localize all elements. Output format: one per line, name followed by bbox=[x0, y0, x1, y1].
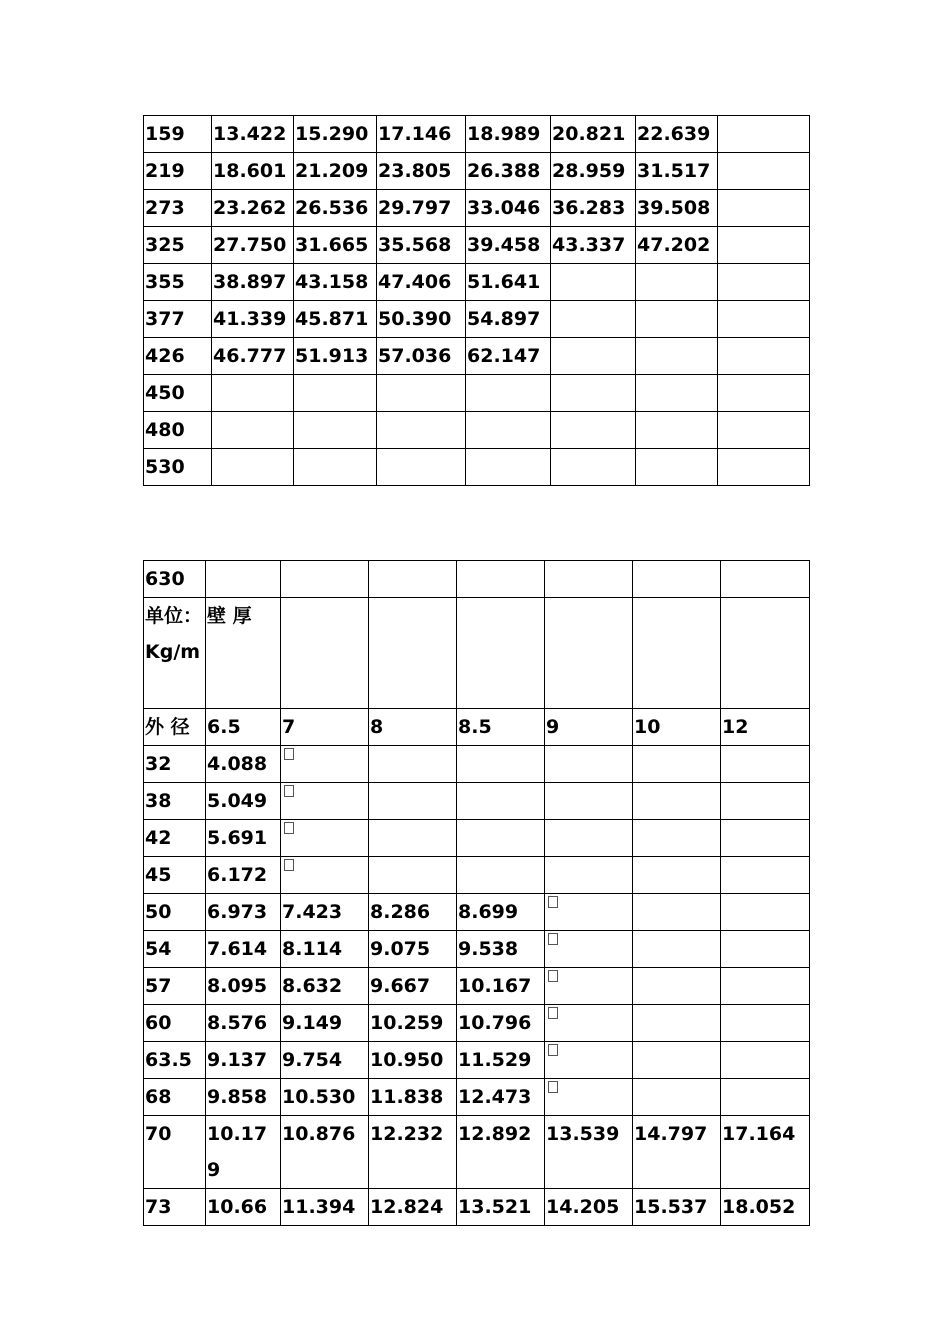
weight-cell bbox=[545, 931, 633, 968]
weight-cell: 17.164 bbox=[721, 1116, 810, 1189]
table-row bbox=[144, 931, 810, 968]
outer-diameter-cell: 42 bbox=[144, 820, 206, 857]
weight-cell bbox=[721, 968, 810, 1005]
table-cell bbox=[633, 598, 721, 709]
weight-cell bbox=[551, 449, 636, 486]
table-cell bbox=[369, 561, 457, 598]
weight-cell bbox=[721, 1079, 810, 1116]
outer-diameter-cell: 45 bbox=[144, 857, 206, 894]
table-row bbox=[144, 746, 810, 783]
weight-cell: 41.339 bbox=[212, 301, 294, 338]
outer-diameter-cell: 32 bbox=[144, 746, 206, 783]
weight-cell bbox=[721, 783, 810, 820]
table-row bbox=[144, 375, 810, 412]
outer-diameter-cell: 426 bbox=[144, 338, 212, 375]
weight-cell bbox=[369, 857, 457, 894]
weight-cell: 11.838 bbox=[369, 1079, 457, 1116]
weight-cell bbox=[457, 820, 545, 857]
weight-cell bbox=[294, 412, 377, 449]
weight-cell: 10.876 bbox=[281, 1116, 369, 1189]
unit-label: 单位：Kg/m bbox=[144, 598, 206, 709]
weight-cell: 20.821 bbox=[551, 116, 636, 153]
weight-cell: 54.897 bbox=[466, 301, 551, 338]
weight-cell bbox=[721, 1005, 810, 1042]
table-cell bbox=[206, 561, 281, 598]
weight-table-lower bbox=[143, 560, 810, 1226]
outer-diameter-cell: 480 bbox=[144, 412, 212, 449]
weight-cell: 18.601 bbox=[212, 153, 294, 190]
header-row bbox=[144, 709, 810, 746]
table-row bbox=[144, 412, 810, 449]
table-cell bbox=[369, 598, 457, 709]
weight-cell bbox=[633, 968, 721, 1005]
weight-cell: 8.632 bbox=[281, 968, 369, 1005]
table-cell bbox=[281, 598, 369, 709]
weight-cell: 51.913 bbox=[294, 338, 377, 375]
weight-cell bbox=[294, 449, 377, 486]
table-row bbox=[144, 264, 810, 301]
weight-cell: 47.406 bbox=[377, 264, 466, 301]
weight-cell: 9.667 bbox=[369, 968, 457, 1005]
weight-cell: 57.036 bbox=[377, 338, 466, 375]
weight-cell: 12.232 bbox=[369, 1116, 457, 1189]
weight-cell bbox=[545, 894, 633, 931]
outer-diameter-header: 外 径 bbox=[144, 709, 206, 746]
weight-cell: 38.897 bbox=[212, 264, 294, 301]
weight-cell: 50.390 bbox=[377, 301, 466, 338]
weight-cell: 10.796 bbox=[457, 1005, 545, 1042]
weight-cell bbox=[633, 857, 721, 894]
placeholder-box-icon bbox=[548, 933, 558, 945]
weight-cell bbox=[721, 820, 810, 857]
weight-cell: 39.508 bbox=[636, 190, 718, 227]
weight-cell bbox=[551, 264, 636, 301]
weight-cell bbox=[281, 746, 369, 783]
placeholder-box-icon bbox=[548, 1007, 558, 1019]
table-row bbox=[144, 1116, 810, 1189]
weight-cell bbox=[718, 116, 810, 153]
weight-cell bbox=[294, 375, 377, 412]
weight-cell: 43.158 bbox=[294, 264, 377, 301]
weight-cell bbox=[633, 931, 721, 968]
weight-cell: 62.147 bbox=[466, 338, 551, 375]
table-row bbox=[144, 153, 810, 190]
weight-cell bbox=[721, 857, 810, 894]
weight-cell bbox=[721, 746, 810, 783]
outer-diameter-cell: 54 bbox=[144, 931, 206, 968]
weight-cell bbox=[466, 375, 551, 412]
weight-cell: 10.259 bbox=[369, 1005, 457, 1042]
weight-cell: 46.777 bbox=[212, 338, 294, 375]
table-cell bbox=[721, 598, 810, 709]
weight-cell bbox=[636, 264, 718, 301]
weight-cell bbox=[377, 375, 466, 412]
column-header: 7 bbox=[281, 709, 369, 746]
table-cell bbox=[457, 598, 545, 709]
weight-cell: 6.973 bbox=[206, 894, 281, 931]
weight-cell bbox=[636, 338, 718, 375]
placeholder-box-icon bbox=[548, 896, 558, 908]
weight-cell bbox=[721, 894, 810, 931]
column-header: 9 bbox=[545, 709, 633, 746]
weight-cell bbox=[545, 1079, 633, 1116]
weight-cell bbox=[369, 820, 457, 857]
weight-cell: 9.137 bbox=[206, 1042, 281, 1079]
weight-cell: 31.665 bbox=[294, 227, 377, 264]
weight-cell: 5.691 bbox=[206, 820, 281, 857]
weight-cell: 12.473 bbox=[457, 1079, 545, 1116]
weight-cell: 18.052 bbox=[721, 1189, 810, 1226]
outer-diameter-cell: 530 bbox=[144, 449, 212, 486]
weight-cell bbox=[545, 820, 633, 857]
weight-cell bbox=[636, 412, 718, 449]
table-cell bbox=[545, 561, 633, 598]
weight-cell: 29.797 bbox=[377, 190, 466, 227]
weight-cell bbox=[718, 338, 810, 375]
outer-diameter-cell: 68 bbox=[144, 1079, 206, 1116]
weight-cell bbox=[718, 264, 810, 301]
weight-cell bbox=[633, 1042, 721, 1079]
table-row bbox=[144, 820, 810, 857]
weight-cell: 35.568 bbox=[377, 227, 466, 264]
outer-diameter-cell: 73 bbox=[144, 1189, 206, 1226]
table-row bbox=[144, 338, 810, 375]
weight-cell: 8.114 bbox=[281, 931, 369, 968]
weight-cell bbox=[551, 375, 636, 412]
outer-diameter-cell: 219 bbox=[144, 153, 212, 190]
table-row bbox=[144, 227, 810, 264]
weight-cell bbox=[466, 449, 551, 486]
weight-cell bbox=[545, 746, 633, 783]
outer-diameter-cell: 70 bbox=[144, 1116, 206, 1189]
weight-cell bbox=[633, 894, 721, 931]
weight-cell bbox=[457, 746, 545, 783]
weight-cell: 9.075 bbox=[369, 931, 457, 968]
outer-diameter-cell: 38 bbox=[144, 783, 206, 820]
wall-thickness-label: 壁 厚 bbox=[206, 598, 281, 709]
weight-cell: 4.088 bbox=[206, 746, 281, 783]
weight-cell: 12.824 bbox=[369, 1189, 457, 1226]
weight-cell bbox=[551, 338, 636, 375]
weight-cell: 9.538 bbox=[457, 931, 545, 968]
table-cell bbox=[545, 598, 633, 709]
column-header: 8.5 bbox=[457, 709, 545, 746]
weight-cell bbox=[457, 783, 545, 820]
weight-cell: 26.388 bbox=[466, 153, 551, 190]
weight-cell: 22.639 bbox=[636, 116, 718, 153]
weight-cell bbox=[212, 449, 294, 486]
weight-cell: 6.172 bbox=[206, 857, 281, 894]
outer-diameter-cell: 60 bbox=[144, 1005, 206, 1042]
weight-cell: 14.205 bbox=[545, 1189, 633, 1226]
placeholder-box-icon bbox=[548, 1081, 558, 1093]
table-cell: 630 bbox=[144, 561, 206, 598]
weight-cell: 10.167 bbox=[457, 968, 545, 1005]
weight-cell: 9.149 bbox=[281, 1005, 369, 1042]
weight-cell: 11.394 bbox=[281, 1189, 369, 1226]
weight-cell: 12.892 bbox=[457, 1116, 545, 1189]
weight-cell bbox=[633, 783, 721, 820]
weight-cell: 10.950 bbox=[369, 1042, 457, 1079]
weight-cell: 10.530 bbox=[281, 1079, 369, 1116]
weight-cell: 8.699 bbox=[457, 894, 545, 931]
weight-cell: 9.754 bbox=[281, 1042, 369, 1079]
weight-cell bbox=[369, 783, 457, 820]
weight-cell bbox=[545, 857, 633, 894]
weight-cell bbox=[718, 153, 810, 190]
table-row bbox=[144, 968, 810, 1005]
weight-cell: 43.337 bbox=[551, 227, 636, 264]
outer-diameter-cell: 273 bbox=[144, 190, 212, 227]
weight-cell bbox=[551, 301, 636, 338]
table-row bbox=[144, 783, 810, 820]
weight-cell: 26.536 bbox=[294, 190, 377, 227]
outer-diameter-cell: 50 bbox=[144, 894, 206, 931]
column-header: 8 bbox=[369, 709, 457, 746]
weight-cell bbox=[545, 968, 633, 1005]
weight-cell bbox=[633, 1005, 721, 1042]
weight-cell: 13.539 bbox=[545, 1116, 633, 1189]
weight-cell bbox=[636, 449, 718, 486]
weight-cell bbox=[718, 412, 810, 449]
table-row bbox=[144, 301, 810, 338]
weight-cell: 5.049 bbox=[206, 783, 281, 820]
weight-cell bbox=[718, 190, 810, 227]
weight-cell bbox=[633, 746, 721, 783]
weight-cell bbox=[457, 857, 545, 894]
weight-cell bbox=[281, 857, 369, 894]
weight-cell bbox=[281, 820, 369, 857]
weight-cell bbox=[545, 783, 633, 820]
weight-cell bbox=[636, 301, 718, 338]
weight-cell: 18.989 bbox=[466, 116, 551, 153]
weight-cell: 13.521 bbox=[457, 1189, 545, 1226]
weight-cell: 36.283 bbox=[551, 190, 636, 227]
outer-diameter-cell: 377 bbox=[144, 301, 212, 338]
weight-cell: 15.290 bbox=[294, 116, 377, 153]
table-row bbox=[144, 894, 810, 931]
column-header: 6.5 bbox=[206, 709, 281, 746]
weight-cell: 10.179 bbox=[206, 1116, 281, 1189]
outer-diameter-cell: 159 bbox=[144, 116, 212, 153]
table-row bbox=[144, 857, 810, 894]
weight-cell bbox=[545, 1042, 633, 1079]
weight-cell bbox=[281, 783, 369, 820]
weight-cell bbox=[545, 1005, 633, 1042]
weight-cell: 9.858 bbox=[206, 1079, 281, 1116]
weight-cell bbox=[718, 227, 810, 264]
weight-cell: 17.146 bbox=[377, 116, 466, 153]
weight-cell: 21.209 bbox=[294, 153, 377, 190]
table-row bbox=[144, 190, 810, 227]
table-cell bbox=[281, 561, 369, 598]
weight-cell: 31.517 bbox=[636, 153, 718, 190]
weight-cell bbox=[721, 1042, 810, 1079]
placeholder-box-icon bbox=[548, 970, 558, 982]
table-cell bbox=[633, 561, 721, 598]
placeholder-box-icon bbox=[284, 822, 294, 834]
weight-cell: 8.286 bbox=[369, 894, 457, 931]
outer-diameter-cell: 63.5 bbox=[144, 1042, 206, 1079]
table-row bbox=[144, 561, 810, 598]
weight-cell bbox=[551, 412, 636, 449]
outer-diameter-cell: 325 bbox=[144, 227, 212, 264]
table-row bbox=[144, 116, 810, 153]
weight-cell bbox=[718, 301, 810, 338]
weight-cell: 11.529 bbox=[457, 1042, 545, 1079]
column-header: 12 bbox=[721, 709, 810, 746]
table-row bbox=[144, 449, 810, 486]
unit-row bbox=[144, 598, 810, 709]
weight-table-upper bbox=[143, 115, 810, 486]
weight-cell: 7.423 bbox=[281, 894, 369, 931]
weight-cell bbox=[633, 1079, 721, 1116]
weight-cell: 14.797 bbox=[633, 1116, 721, 1189]
weight-cell: 33.046 bbox=[466, 190, 551, 227]
placeholder-box-icon bbox=[548, 1044, 558, 1056]
weight-cell: 28.959 bbox=[551, 153, 636, 190]
weight-cell: 13.422 bbox=[212, 116, 294, 153]
weight-cell: 39.458 bbox=[466, 227, 551, 264]
weight-cell: 8.095 bbox=[206, 968, 281, 1005]
outer-diameter-cell: 355 bbox=[144, 264, 212, 301]
weight-cell: 51.641 bbox=[466, 264, 551, 301]
weight-cell: 10.66 bbox=[206, 1189, 281, 1226]
outer-diameter-cell: 450 bbox=[144, 375, 212, 412]
column-header: 10 bbox=[633, 709, 721, 746]
placeholder-box-icon bbox=[284, 859, 294, 871]
table-cell bbox=[457, 561, 545, 598]
weight-cell bbox=[721, 931, 810, 968]
weight-cell: 8.576 bbox=[206, 1005, 281, 1042]
weight-cell bbox=[466, 412, 551, 449]
weight-cell: 23.805 bbox=[377, 153, 466, 190]
weight-cell: 45.871 bbox=[294, 301, 377, 338]
weight-cell bbox=[633, 820, 721, 857]
weight-cell bbox=[636, 375, 718, 412]
weight-cell bbox=[212, 375, 294, 412]
placeholder-box-icon bbox=[284, 748, 294, 760]
weight-cell bbox=[369, 746, 457, 783]
table-row bbox=[144, 1042, 810, 1079]
weight-cell bbox=[718, 375, 810, 412]
outer-diameter-cell: 57 bbox=[144, 968, 206, 1005]
weight-cell bbox=[377, 412, 466, 449]
weight-cell: 47.202 bbox=[636, 227, 718, 264]
weight-cell: 23.262 bbox=[212, 190, 294, 227]
table-row bbox=[144, 1079, 810, 1116]
weight-cell bbox=[377, 449, 466, 486]
weight-cell: 27.750 bbox=[212, 227, 294, 264]
table-row bbox=[144, 1189, 810, 1226]
table-cell bbox=[721, 561, 810, 598]
weight-cell: 7.614 bbox=[206, 931, 281, 968]
weight-cell: 15.537 bbox=[633, 1189, 721, 1226]
weight-cell bbox=[212, 412, 294, 449]
weight-cell bbox=[718, 449, 810, 486]
table-row bbox=[144, 1005, 810, 1042]
placeholder-box-icon bbox=[284, 785, 294, 797]
